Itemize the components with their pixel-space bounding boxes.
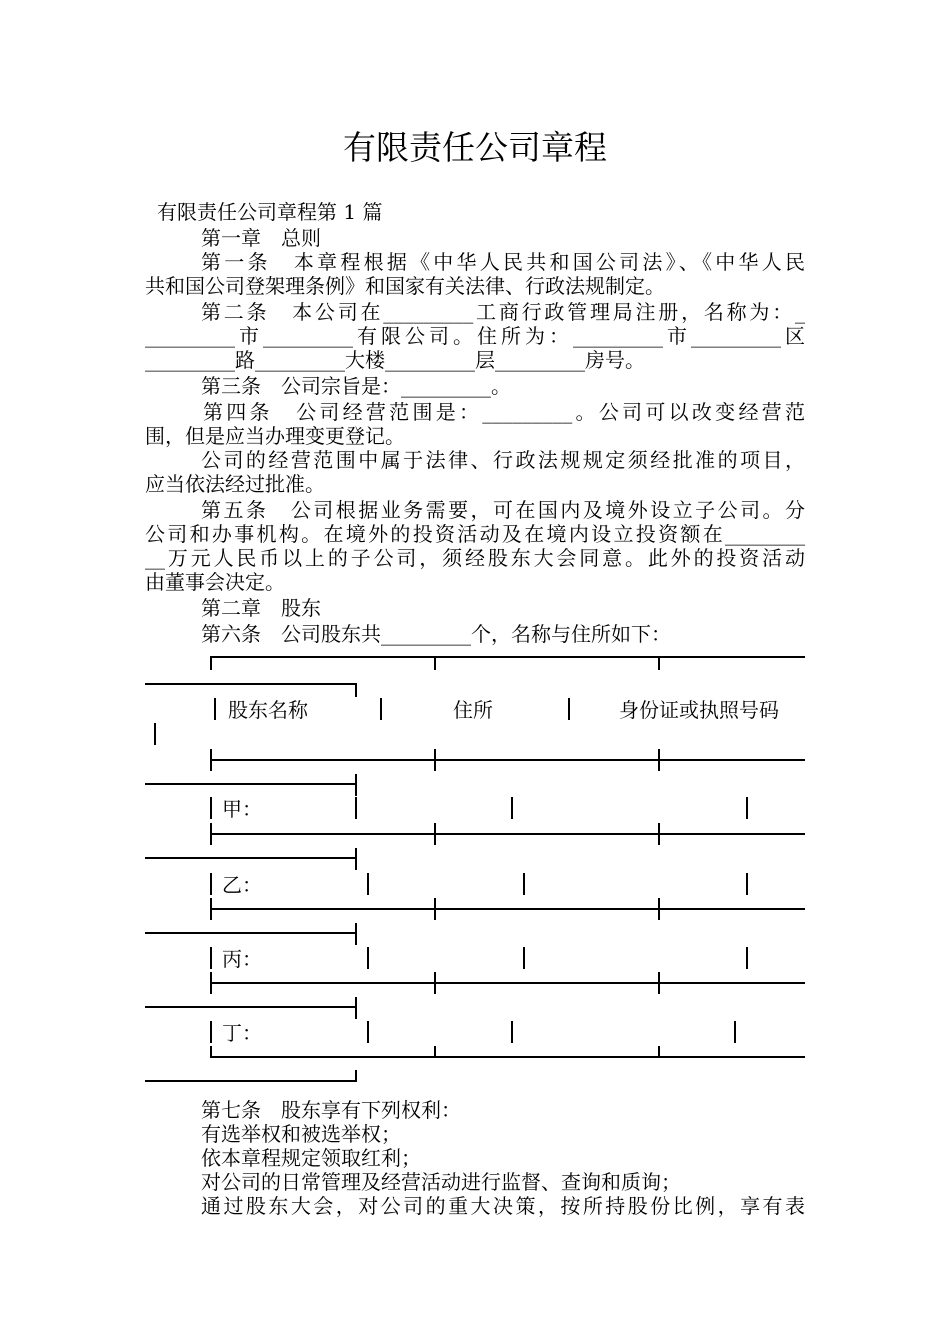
article-2-line-2: _________市_________有限公司。住所为：_________市_________区: [145, 324, 805, 348]
chapter-heading-1: 第一章 总则: [201, 226, 321, 250]
table-sep-right-wrap: [355, 848, 357, 870]
table-bottom-rule-wrap: [145, 1080, 357, 1082]
table-bottom-corner-wrap: [355, 1070, 357, 1082]
table-sep-cross: [658, 898, 660, 920]
table-sep-rule-wrap: [145, 1006, 357, 1008]
subtitle: 有限责任公司章程第 1 篇: [157, 200, 383, 224]
article-5-line-4: 由董事会决定。: [145, 570, 285, 594]
table-bottom-tick: [434, 1046, 436, 1058]
table-cell-border-wrap: [154, 723, 156, 745]
table-cell-border: [746, 873, 748, 895]
article-6: 第六条 公司股东共_________个，名称与住所如下：: [201, 622, 671, 646]
table-sep-rule: [210, 833, 805, 835]
article-5-line-2: 公司和办事机构。在境外的投资活动及在境内设立投资额在________: [145, 522, 805, 546]
table-sep-cross: [434, 898, 436, 920]
article-4-line-2: 围，但是应当办理变更登记。: [145, 424, 405, 448]
table-row-label: 丙：: [222, 947, 262, 971]
table-sep-rule: [210, 908, 805, 910]
article-4-line-1: 第四条 公司经营范围是：_________。公司可以改变经营范: [203, 400, 805, 424]
table-top-rule: [210, 656, 805, 658]
article-1-line-2: 共和国公司登架理条例》和国家有关法律、行政法规制定。: [145, 274, 665, 298]
table-cell-border: [568, 698, 570, 720]
table-cell-border: [734, 1021, 736, 1043]
table-sep-cross: [434, 823, 436, 845]
table-sep-rule-wrap: [145, 932, 357, 934]
table-cell-border: [210, 947, 212, 969]
article-4-para-2-line-1: 公司的经营范围中属于法律、行政法规规定须经批准的项目，: [201, 448, 805, 472]
table-header-address: 住所: [453, 698, 493, 722]
right-item-4: 通过股东大会，对公司的重大决策，按所持股份比例，享有表: [201, 1194, 805, 1218]
table-sep-right-wrap: [355, 923, 357, 945]
right-item-2: 依本章程规定领取红利；: [201, 1146, 421, 1170]
right-item-3: 对公司的日常管理及经营活动进行监督、查询和质询；: [201, 1170, 681, 1194]
table-top-corner: [210, 656, 212, 670]
table-cell-border: [511, 1021, 513, 1043]
table-sep-rule-wrap: [145, 857, 357, 859]
table-cell-border: [523, 947, 525, 969]
table-header-name: 股东名称: [228, 698, 308, 722]
article-4-para-2-line-2: 应当依法经过批准。: [145, 472, 325, 496]
table-cell-border: [210, 797, 212, 819]
table-cell-border: [355, 797, 357, 819]
table-sep-cross: [434, 749, 436, 771]
article-1-line-1: 第一条 本章程根据《中华人民共和国公司法》、《中华人民: [201, 250, 805, 274]
article-2-line-1: 第二条 本公司在_________工商行政管理局注册，名称为：_: [201, 300, 805, 324]
table-sep-rule: [210, 982, 805, 984]
table-cell-border: [210, 1021, 212, 1043]
table-row-label: 甲：: [222, 797, 262, 821]
document-title: 有限责任公司章程: [343, 128, 607, 167]
table-sep-cross: [658, 749, 660, 771]
table-header-id: 身份证或执照号码: [619, 698, 779, 722]
table-bottom-tick: [658, 1046, 660, 1058]
table-sep-rule-wrap: [145, 783, 357, 785]
article-7: 第七条 股东享有下列权利：: [201, 1098, 461, 1122]
table-sep-rule: [210, 759, 805, 761]
table-cell-border: [746, 947, 748, 969]
table-row-label: 乙：: [222, 873, 262, 897]
table-cell-border: [746, 797, 748, 819]
article-3: 第三条 公司宗旨是：_________。: [201, 374, 511, 398]
right-item-1: 有选举权和被选举权；: [201, 1122, 401, 1146]
table-cell-border: [367, 947, 369, 969]
table-cell-border: [210, 873, 212, 895]
table-top-tick: [658, 656, 660, 670]
article-2-line-3: _________路_________大楼_________层_________房号。: [145, 348, 645, 372]
table-sep-cross: [658, 972, 660, 994]
table-sep-cross: [658, 823, 660, 845]
table-top-corner-wrap: [355, 683, 357, 697]
table-cell-border: [523, 873, 525, 895]
table-cell-border: [511, 797, 513, 819]
table-cell-border: [214, 698, 216, 720]
table-top-tick: [434, 656, 436, 670]
chapter-heading-2: 第二章 股东: [201, 596, 321, 620]
table-cell-border: [367, 1021, 369, 1043]
article-5-line-3: __万元人民币以上的子公司，须经股东大会同意。此外的投资活动: [145, 546, 805, 570]
article-5-line-1: 第五条 公司根据业务需要，可在国内及境外设立子公司。分: [201, 498, 805, 522]
table-sep-cross: [434, 972, 436, 994]
table-top-rule-wrap: [145, 683, 357, 685]
table-sep-right-wrap: [355, 997, 357, 1019]
table-row-label: 丁：: [222, 1021, 262, 1045]
table-bottom-rule: [210, 1056, 805, 1058]
table-cell-border: [367, 873, 369, 895]
table-cell-border: [380, 698, 382, 720]
table-sep-right-wrap: [355, 774, 357, 796]
